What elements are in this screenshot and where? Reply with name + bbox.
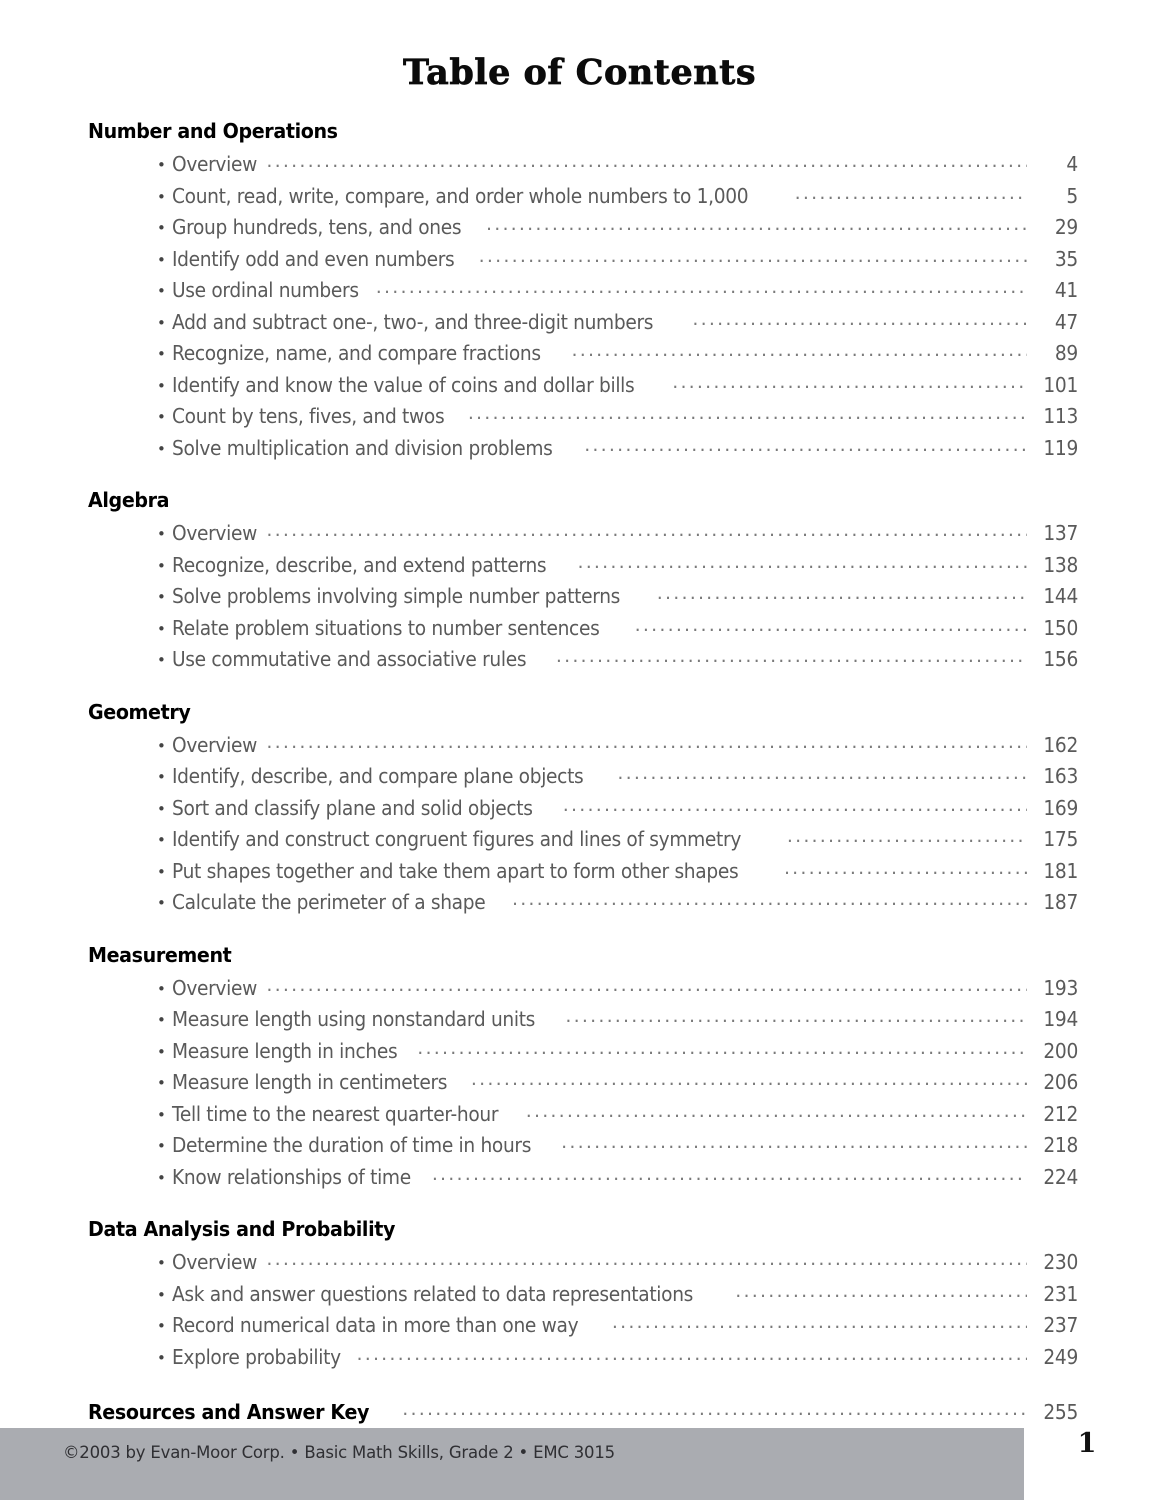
toc-entry-page-number: 181 bbox=[1043, 858, 1078, 883]
dot-leader bbox=[266, 520, 1027, 540]
bullet-icon: • bbox=[157, 979, 166, 998]
bullet-icon: • bbox=[157, 313, 166, 332]
bullet-icon: • bbox=[157, 651, 166, 669]
dot-leader bbox=[584, 435, 1027, 455]
toc-entry-page-number: 144 bbox=[1043, 584, 1078, 608]
bullet-icon: • bbox=[157, 376, 166, 395]
toc-section bbox=[88, 942, 1078, 1195]
bullet-icon: • bbox=[157, 1285, 166, 1304]
toc-entry-label: Measure length using nonstandard units bbox=[172, 1007, 536, 1031]
toc-entry-label: Measure length in inches bbox=[172, 1038, 398, 1063]
toc-entry-page-number: 29 bbox=[1054, 215, 1078, 239]
toc-entry[interactable] bbox=[157, 1131, 1078, 1163]
toc-entry-page-number: 237 bbox=[1043, 1313, 1078, 1337]
toc-entry-label: Determine the duration of time in hours bbox=[172, 1133, 532, 1157]
toc-entry-page-number: 200 bbox=[1043, 1038, 1078, 1063]
bullet-icon: • bbox=[157, 187, 166, 206]
toc-entry-page-number: 137 bbox=[1043, 521, 1078, 545]
toc-entry-page-number: 218 bbox=[1043, 1133, 1078, 1157]
bullet-icon: • bbox=[157, 619, 166, 638]
toc-entry[interactable] bbox=[157, 645, 1078, 677]
dot-leader bbox=[356, 1344, 1027, 1364]
bullet-icon: • bbox=[157, 250, 166, 269]
bullet-icon: • bbox=[157, 1105, 166, 1124]
dot-leader bbox=[526, 1101, 1027, 1121]
dot-leader bbox=[612, 1312, 1027, 1332]
dot-leader bbox=[432, 1164, 1027, 1184]
toc-entry-page-number: 230 bbox=[1043, 1250, 1078, 1274]
footer-band bbox=[0, 1428, 1024, 1500]
dot-leader bbox=[787, 826, 1027, 846]
section-entry-list bbox=[88, 731, 1078, 920]
toc-entry-label: Tell time to the nearest quarter-hour bbox=[172, 1101, 499, 1126]
toc-entry[interactable] bbox=[157, 1100, 1078, 1132]
toc-entry[interactable] bbox=[157, 731, 1078, 763]
bullet-icon: • bbox=[157, 345, 166, 363]
toc-entry[interactable] bbox=[157, 245, 1078, 277]
toc-entry-page-number: 193 bbox=[1043, 975, 1078, 1000]
toc-entry[interactable] bbox=[157, 888, 1078, 920]
bullet-icon: • bbox=[157, 1168, 166, 1187]
dot-leader bbox=[266, 151, 1027, 171]
dot-leader bbox=[784, 858, 1027, 878]
toc-entry[interactable] bbox=[157, 857, 1078, 889]
dot-leader bbox=[266, 1249, 1027, 1269]
bullet-icon: • bbox=[157, 1317, 166, 1335]
bullet-icon: • bbox=[157, 894, 166, 912]
toc-entry[interactable] bbox=[157, 339, 1078, 371]
toc-entry-page-number: 41 bbox=[1054, 278, 1078, 302]
bullet-icon: • bbox=[157, 156, 166, 174]
toc-entry-label: Add and subtract one-, two-, and three-digit numbers bbox=[172, 309, 654, 334]
dot-leader bbox=[577, 552, 1027, 572]
toc-entry-label: Put shapes together and take them apart to form other shapes bbox=[172, 858, 739, 883]
toc-section bbox=[88, 487, 1078, 677]
dot-leader bbox=[571, 340, 1027, 360]
toc-entry-page-number: 187 bbox=[1043, 890, 1078, 914]
section-heading: Measurement bbox=[88, 942, 232, 967]
bullet-icon: • bbox=[157, 219, 166, 237]
toc-entry-label: Use commutative and associative rules bbox=[172, 647, 527, 671]
toc-entry[interactable] bbox=[157, 150, 1078, 182]
bullet-icon: • bbox=[157, 736, 166, 755]
toc-entry[interactable] bbox=[157, 371, 1078, 403]
dot-leader bbox=[635, 615, 1027, 635]
toc-entry-page-number: 150 bbox=[1043, 615, 1078, 640]
bullet-icon: • bbox=[157, 1137, 166, 1155]
bullet-icon: • bbox=[157, 768, 166, 786]
dot-leader bbox=[556, 646, 1027, 666]
toc-entry[interactable] bbox=[157, 308, 1078, 340]
toc-entry-label: Ask and answer questions related to data representations bbox=[172, 1281, 694, 1306]
toc-entry[interactable] bbox=[157, 794, 1078, 826]
toc-entry-label: Relate problem situations to number sentences bbox=[172, 615, 600, 640]
toc-entry[interactable] bbox=[157, 1163, 1078, 1195]
toc-entry-label: Calculate the perimeter of a shape bbox=[172, 890, 486, 914]
toc-section bbox=[88, 699, 1078, 920]
toc-sections-container bbox=[88, 118, 1078, 1424]
section-heading: Algebra bbox=[88, 488, 170, 512]
toc-entry-label: Overview bbox=[172, 521, 257, 545]
toc-entry[interactable] bbox=[157, 1005, 1078, 1037]
toc-entry-label: Explore probability bbox=[172, 1344, 341, 1369]
toc-entry[interactable] bbox=[157, 182, 1078, 214]
bullet-icon: • bbox=[157, 525, 166, 543]
toc-entry-page-number: 169 bbox=[1043, 795, 1078, 820]
toc-entry-label: Record numerical data in more than one way bbox=[172, 1313, 579, 1337]
dot-leader bbox=[512, 889, 1027, 909]
toc-entry-page-number: 224 bbox=[1043, 1164, 1078, 1189]
dot-leader bbox=[657, 583, 1027, 603]
dot-leader bbox=[795, 183, 1027, 203]
toc-entry-label: Overview bbox=[172, 732, 257, 757]
toc-entry-page-number: 212 bbox=[1043, 1101, 1078, 1126]
dot-leader bbox=[266, 975, 1027, 995]
toc-entry[interactable] bbox=[157, 1280, 1078, 1312]
toc-entry-page-number: 175 bbox=[1043, 827, 1078, 851]
bullet-icon: • bbox=[157, 556, 166, 575]
resources-entry[interactable] bbox=[88, 1400, 1078, 1424]
toc-entry-page-number: 119 bbox=[1043, 435, 1078, 460]
toc-entry-label: Identify and construct congruent figures and lines of symmetry bbox=[172, 827, 742, 851]
toc-entry[interactable] bbox=[157, 1068, 1078, 1100]
toc-entry-page-number: 89 bbox=[1054, 341, 1078, 365]
toc-entry[interactable] bbox=[157, 762, 1078, 794]
toc-entry-page-number: 5 bbox=[1066, 183, 1078, 208]
bullet-icon: • bbox=[157, 282, 166, 300]
toc-entry-page-number: 156 bbox=[1043, 647, 1078, 671]
toc-section bbox=[88, 1216, 1078, 1374]
dot-leader bbox=[617, 763, 1027, 783]
toc-entry-page-number: 101 bbox=[1043, 372, 1078, 397]
section-entry-list bbox=[88, 150, 1078, 465]
dot-leader bbox=[468, 403, 1027, 423]
resources-entry-page-number: 255 bbox=[1043, 1400, 1078, 1424]
dot-leader bbox=[672, 372, 1027, 392]
toc-entry-page-number: 249 bbox=[1043, 1344, 1078, 1369]
bullet-icon: • bbox=[157, 799, 166, 818]
toc-entry-label: Identify, describe, and compare plane objects bbox=[172, 764, 584, 788]
toc-entry-label: Use ordinal numbers bbox=[172, 278, 359, 302]
toc-entry[interactable] bbox=[157, 213, 1078, 245]
toc-entry[interactable] bbox=[157, 1248, 1078, 1280]
bullet-icon: • bbox=[157, 588, 166, 606]
toc-entry-page-number: 194 bbox=[1043, 1007, 1078, 1031]
toc-entry[interactable] bbox=[157, 434, 1078, 466]
toc-entry-label: Sort and classify plane and solid objects bbox=[172, 795, 533, 820]
toc-entry-label: Recognize, name, and compare fractions bbox=[172, 341, 541, 365]
toc-entry-label: Identify odd and even numbers bbox=[172, 246, 455, 271]
toc-entry[interactable] bbox=[157, 519, 1078, 551]
bullet-icon: • bbox=[157, 1042, 166, 1061]
toc-entry-page-number: 113 bbox=[1043, 404, 1078, 428]
bullet-icon: • bbox=[157, 831, 166, 849]
section-heading: Geometry bbox=[88, 699, 191, 724]
toc-entry-page-number: 162 bbox=[1043, 732, 1078, 757]
footer-credit: ©2003 by Evan-Moor Corp. • Basic Math Skills, Grade 2 • EMC 3015 bbox=[63, 1443, 615, 1462]
toc-entry-label: Solve multiplication and division problems bbox=[172, 435, 553, 460]
toc-entry-page-number: 4 bbox=[1066, 152, 1078, 176]
toc-entry-page-number: 35 bbox=[1054, 246, 1078, 271]
dot-leader bbox=[486, 214, 1027, 234]
toc-entry-label: Group hundreds, tens, and ones bbox=[172, 215, 462, 239]
bullet-icon: • bbox=[157, 439, 166, 458]
toc-entry[interactable] bbox=[157, 276, 1078, 308]
bullet-icon: • bbox=[157, 1011, 166, 1029]
toc-entry-label: Solve problems involving simple number patterns bbox=[172, 584, 621, 608]
dot-leader bbox=[479, 246, 1027, 266]
section-entry-list bbox=[88, 974, 1078, 1195]
page-number: 1 bbox=[1077, 1428, 1097, 1459]
dot-leader bbox=[471, 1069, 1027, 1089]
toc-entry-page-number: 231 bbox=[1043, 1281, 1078, 1306]
section-heading: Number and Operations bbox=[88, 119, 338, 143]
bullet-icon: • bbox=[157, 862, 166, 881]
dot-leader bbox=[376, 277, 1027, 297]
toc-entry[interactable] bbox=[157, 1311, 1078, 1343]
toc-entry-label: Recognize, describe, and extend patterns bbox=[172, 552, 547, 577]
dot-leader bbox=[266, 732, 1027, 752]
bullet-icon: • bbox=[157, 408, 166, 426]
toc-entry-label: Know relationships of time bbox=[172, 1164, 411, 1189]
toc-entry[interactable] bbox=[157, 402, 1078, 434]
toc-entry-label: Measure length in centimeters bbox=[172, 1070, 448, 1094]
toc-section bbox=[88, 118, 1078, 465]
dot-leader bbox=[402, 1403, 1027, 1419]
resources-entry-label: Resources and Answer Key bbox=[88, 1400, 370, 1424]
toc-entry-label: Identify and know the value of coins and dollar bills bbox=[172, 372, 635, 397]
toc-entry-label: Count by tens, fives, and twos bbox=[172, 404, 445, 428]
toc-entry-label: Count, read, write, compare, and order whole numbers to 1,000 bbox=[172, 183, 749, 208]
page-title: Table of Contents bbox=[402, 52, 757, 93]
toc-entry[interactable] bbox=[157, 551, 1078, 583]
bullet-icon: • bbox=[157, 1348, 166, 1367]
toc-entry-label: Overview bbox=[172, 152, 257, 176]
bullet-icon: • bbox=[157, 1074, 166, 1092]
section-entry-list bbox=[88, 519, 1078, 677]
toc-entry[interactable] bbox=[157, 582, 1078, 614]
section-heading: Data Analysis and Probability bbox=[88, 1217, 396, 1241]
dot-leader bbox=[417, 1038, 1027, 1058]
toc-entry[interactable] bbox=[157, 1343, 1078, 1375]
toc-entry-page-number: 47 bbox=[1054, 309, 1078, 334]
toc-entry[interactable] bbox=[157, 825, 1078, 857]
dot-leader bbox=[565, 1006, 1027, 1026]
toc-entry-page-number: 206 bbox=[1043, 1070, 1078, 1094]
toc-entry[interactable] bbox=[157, 614, 1078, 646]
toc-entry-label: Overview bbox=[172, 1250, 257, 1274]
toc-entry-page-number: 138 bbox=[1043, 552, 1078, 577]
dot-leader bbox=[563, 795, 1027, 815]
toc-entry[interactable] bbox=[157, 974, 1078, 1006]
bullet-icon: • bbox=[157, 1254, 166, 1272]
toc-entry[interactable] bbox=[157, 1037, 1078, 1069]
dot-leader bbox=[692, 309, 1027, 329]
dot-leader bbox=[561, 1132, 1027, 1152]
toc-entry-label: Overview bbox=[172, 975, 257, 1000]
toc-entry-page-number: 163 bbox=[1043, 764, 1078, 788]
section-entry-list bbox=[88, 1248, 1078, 1374]
dot-leader bbox=[735, 1281, 1027, 1301]
